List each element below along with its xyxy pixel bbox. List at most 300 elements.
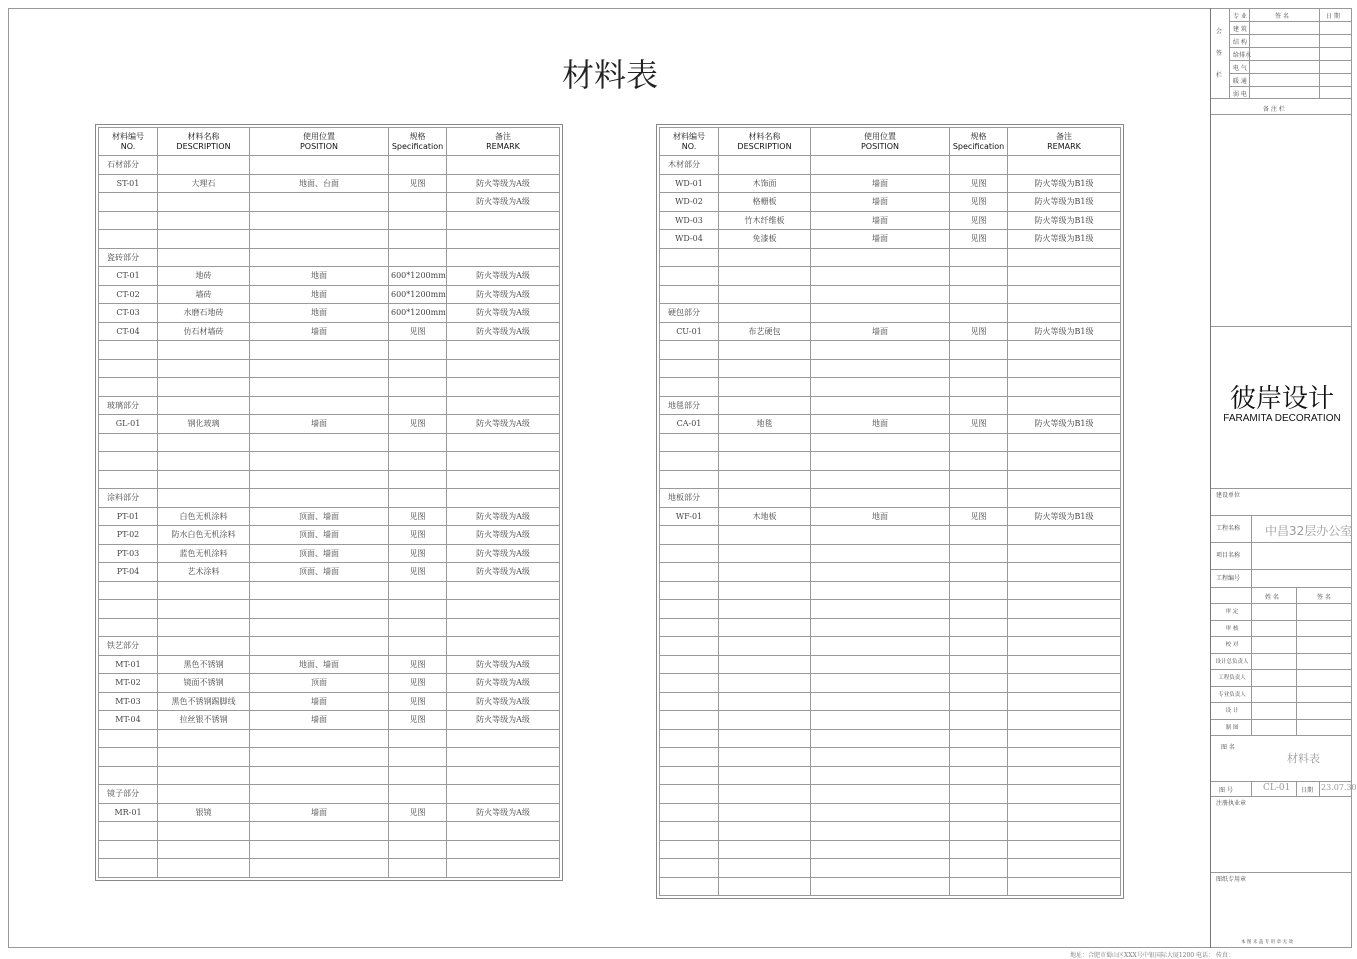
table-cell: [660, 433, 719, 452]
table-cell: 见图: [950, 174, 1008, 193]
table-row: [99, 544, 560, 563]
table-cell: [389, 156, 447, 175]
table-cell: [811, 378, 950, 397]
table-cell: MT-03: [99, 692, 158, 711]
header-cell: [719, 128, 811, 156]
remarks-label: 备 注 栏: [1263, 106, 1285, 113]
table-cell: 钢化玻璃: [158, 415, 250, 434]
role-label: 设 计: [1225, 708, 1239, 714]
table-cell: [719, 729, 811, 748]
table-row: [99, 433, 560, 452]
table-cell: [99, 581, 158, 600]
table-cell: 防火等级为B1级: [1008, 507, 1121, 526]
table-row: [660, 156, 1121, 175]
table-cell: [660, 600, 719, 619]
table-cell: [389, 766, 447, 785]
table-cell: [250, 359, 389, 378]
table-cell: [950, 803, 1008, 822]
left-material-table: [95, 124, 563, 881]
table-cell: [158, 489, 250, 508]
table-cell: 见图: [389, 803, 447, 822]
table-cell: [719, 877, 811, 896]
table-cell: [389, 452, 447, 471]
table-cell: [660, 729, 719, 748]
table-cell: 顶面: [250, 674, 389, 693]
table-cell: 见图: [389, 174, 447, 193]
countersign-label-3: 栏: [1216, 72, 1223, 79]
header-cn: 材料名称: [187, 131, 220, 141]
table-row: [660, 267, 1121, 286]
table-cell: GL-01: [99, 415, 158, 434]
header-en: Specification: [391, 141, 444, 151]
table-cell: [99, 859, 158, 878]
table-cell: 木饰面: [719, 174, 811, 193]
header-cn: 材料编号: [673, 131, 705, 141]
table-row: [660, 877, 1121, 896]
table-cell: [99, 378, 158, 397]
table-cell: [389, 341, 447, 360]
header-cell: [389, 128, 447, 156]
header-cell: [99, 128, 158, 156]
table-cell: 仿石材墙砖: [158, 322, 250, 341]
table-row: [660, 692, 1121, 711]
table-cell: [99, 748, 158, 767]
table-cell: 防火等级为A级: [447, 322, 560, 341]
table-cell: [811, 396, 950, 415]
drawing-name-label: 图 名: [1221, 744, 1235, 751]
table-cell: [811, 859, 950, 878]
table-cell: 大理石: [158, 174, 250, 193]
title-block: [1210, 8, 1357, 948]
table-cell: 防火等级为A级: [447, 544, 560, 563]
table-cell: [660, 692, 719, 711]
header-en: NO.: [120, 141, 136, 151]
table-cell: [250, 378, 389, 397]
right-material-table: [656, 124, 1124, 899]
discipline-label: 弱 电: [1233, 91, 1247, 98]
table-cell: [950, 840, 1008, 859]
header-cn: 备注: [495, 131, 511, 141]
table-cell: [950, 637, 1008, 656]
section-title: 地毯部分: [660, 396, 719, 415]
table-row: [660, 378, 1121, 397]
table-cell: [719, 526, 811, 545]
table-cell: [1008, 674, 1121, 693]
table-cell: [950, 766, 1008, 785]
discipline-label: 建 筑: [1233, 26, 1247, 33]
table-cell: [950, 489, 1008, 508]
table-cell: [811, 248, 950, 267]
table-row: [99, 489, 560, 508]
table-cell: [811, 433, 950, 452]
table-row: [660, 415, 1121, 434]
table-cell: [811, 581, 950, 600]
header-cn: 使用位置: [864, 131, 896, 141]
table-cell: [719, 470, 811, 489]
table-cell: [811, 544, 950, 563]
table-cell: 防火等级为A级: [447, 415, 560, 434]
table-cell: [447, 766, 560, 785]
table-cell: [158, 341, 250, 360]
table-row: [99, 378, 560, 397]
table-cell: [158, 729, 250, 748]
table-cell: [950, 692, 1008, 711]
table-cell: 防水白色无机涂料: [158, 526, 250, 545]
table-cell: [250, 859, 389, 878]
table-cell: [719, 618, 811, 637]
table-cell: [158, 748, 250, 767]
table-cell: [950, 359, 1008, 378]
table-cell: [99, 618, 158, 637]
table-cell: [811, 304, 950, 323]
table-row: [660, 285, 1121, 304]
table-cell: [447, 452, 560, 471]
table-cell: CT-02: [99, 285, 158, 304]
table-cell: 见图: [950, 322, 1008, 341]
table-header: [99, 128, 560, 156]
header-en: DESCRIPTION: [737, 141, 792, 151]
table-cell: [389, 840, 447, 859]
table-cell: [660, 674, 719, 693]
table-cell: [158, 581, 250, 600]
table-cell: 竹木纤维板: [719, 211, 811, 230]
table-cell: [250, 766, 389, 785]
role-label: 制 图: [1225, 724, 1239, 731]
header-en: REMARK: [1047, 141, 1081, 151]
table-cell: [447, 230, 560, 249]
table-cell: 防火等级为B1级: [1008, 415, 1121, 434]
table-cell: 见图: [950, 193, 1008, 212]
table-cell: [811, 156, 950, 175]
header-cell: [158, 128, 250, 156]
table-cell: [1008, 248, 1121, 267]
table-cell: [447, 248, 560, 267]
table-cell: [99, 766, 158, 785]
table-cell: 防火等级为A级: [447, 507, 560, 526]
table-row: [99, 322, 560, 341]
table-cell: 防火等级为B1级: [1008, 211, 1121, 230]
table-cell: [447, 341, 560, 360]
table-cell: [158, 618, 250, 637]
table-row: [99, 452, 560, 471]
table-cell: [811, 877, 950, 896]
table-cell: [660, 581, 719, 600]
table-cell: [1008, 378, 1121, 397]
table-row: [99, 415, 560, 434]
table-cell: [447, 470, 560, 489]
table-row: [660, 433, 1121, 452]
table-cell: [389, 396, 447, 415]
table-cell: 水磨石地砖: [158, 304, 250, 323]
drawing-name: 材料表: [1287, 752, 1320, 765]
table-cell: [447, 489, 560, 508]
col-discipline: 专 业: [1233, 13, 1247, 20]
discipline-label: 给排水: [1233, 52, 1252, 59]
table-cell: 防火等级为A级: [447, 692, 560, 711]
table-cell: [158, 156, 250, 175]
table-cell: [389, 748, 447, 767]
table-cell: [660, 859, 719, 878]
table-cell: [811, 600, 950, 619]
table-cell: [811, 840, 950, 859]
table-cell: [389, 859, 447, 878]
header-cell: [660, 128, 719, 156]
table-cell: [811, 711, 950, 730]
table-cell: [950, 526, 1008, 545]
table-cell: [719, 544, 811, 563]
header-cell: [1008, 128, 1121, 156]
table-cell: 600*1200mm: [389, 267, 447, 286]
countersign-label-1: 会: [1216, 28, 1223, 35]
table-cell: 顶面、墙面: [250, 563, 389, 582]
table-cell: 防火等级为A级: [447, 285, 560, 304]
table-cell: [99, 840, 158, 859]
stamp-note: 本 图 未 盖 专 用 章 无 效: [1241, 940, 1293, 945]
stamp-label: 图纸专用章: [1216, 876, 1247, 883]
table-cell: 墙面: [811, 193, 950, 212]
table-cell: [447, 581, 560, 600]
table-cell: 木地板: [719, 507, 811, 526]
table-cell: [950, 156, 1008, 175]
table-cell: [447, 785, 560, 804]
table-cell: [1008, 304, 1121, 323]
table-cell: [719, 581, 811, 600]
table-cell: [719, 156, 811, 175]
table-row: [660, 748, 1121, 767]
table-cell: [158, 785, 250, 804]
table-cell: [950, 452, 1008, 471]
table-cell: [447, 359, 560, 378]
table-row: [99, 304, 560, 323]
table-row: [99, 618, 560, 637]
header-cn: 规格: [409, 131, 426, 141]
section-title: 石材部分: [99, 156, 158, 175]
table-cell: [250, 452, 389, 471]
table-cell: [1008, 489, 1121, 508]
table-cell: [99, 211, 158, 230]
table-cell: [389, 785, 447, 804]
header-cn: 使用位置: [303, 131, 335, 141]
table-row: [99, 563, 560, 582]
table-row: [660, 655, 1121, 674]
footer-address: 地址：合肥市蜀山区XXX号中银国际大厦1200 电话： 传真：: [1070, 952, 1234, 959]
header-cn: 材料编号: [112, 131, 144, 141]
header-en: NO.: [681, 141, 697, 151]
table-cell: MT-02: [99, 674, 158, 693]
table-cell: [950, 674, 1008, 693]
table-cell: [950, 544, 1008, 563]
table-cell: [1008, 156, 1121, 175]
table-cell: [950, 618, 1008, 637]
table-cell: 防火等级为A级: [447, 711, 560, 730]
table-cell: [389, 378, 447, 397]
table-cell: [811, 748, 950, 767]
table-cell: [660, 452, 719, 471]
table-cell: [950, 748, 1008, 767]
table-cell: [158, 452, 250, 471]
table-cell: [99, 359, 158, 378]
header-en: DESCRIPTION: [176, 141, 231, 151]
table-cell: 墙面: [811, 174, 950, 193]
table-cell: [99, 230, 158, 249]
table-cell: 镜面不锈钢: [158, 674, 250, 693]
table-cell: 见图: [389, 507, 447, 526]
table-cell: 防火等级为A级: [447, 267, 560, 286]
table-cell: WD-03: [660, 211, 719, 230]
table-cell: [250, 489, 389, 508]
table-cell: [389, 470, 447, 489]
table-cell: ST-01: [99, 174, 158, 193]
table-cell: [158, 211, 250, 230]
table-cell: [950, 785, 1008, 804]
table-cell: [158, 470, 250, 489]
section-title: 地板部分: [660, 489, 719, 508]
col-signature: 签 名: [1275, 13, 1289, 20]
section-title: 镜子部分: [99, 785, 158, 804]
table-cell: [660, 285, 719, 304]
table-cell: [1008, 877, 1121, 896]
table-cell: [389, 729, 447, 748]
header-en: POSITION: [860, 141, 900, 151]
table-cell: [158, 230, 250, 249]
drawing-no: CL-01: [1263, 783, 1291, 793]
table-cell: 防火等级为B1级: [1008, 230, 1121, 249]
table-cell: MT-04: [99, 711, 158, 730]
table-row: [99, 526, 560, 545]
table-cell: 顶面、墙面: [250, 544, 389, 563]
table-row: [660, 526, 1121, 545]
table-cell: PT-02: [99, 526, 158, 545]
table-cell: [1008, 359, 1121, 378]
table-cell: [811, 267, 950, 286]
table-cell: [1008, 822, 1121, 841]
header-cell: [811, 128, 950, 156]
table-row: [660, 859, 1121, 878]
table-cell: [158, 248, 250, 267]
table-cell: [950, 877, 1008, 896]
table-cell: [719, 785, 811, 804]
table-cell: [811, 285, 950, 304]
table-row: [99, 341, 560, 360]
table-cell: 见图: [950, 415, 1008, 434]
table-row: [99, 156, 560, 175]
table-cell: [250, 618, 389, 637]
table-cell: [389, 211, 447, 230]
table-cell: 见图: [389, 563, 447, 582]
table-cell: [719, 859, 811, 878]
table-cell: [719, 840, 811, 859]
table-cell: [250, 748, 389, 767]
role-label: 校 对: [1225, 642, 1239, 648]
table-cell: WD-01: [660, 174, 719, 193]
table-row: [660, 470, 1121, 489]
table-cell: [719, 341, 811, 360]
table-cell: [811, 470, 950, 489]
header-cell: [250, 128, 389, 156]
table-cell: [158, 193, 250, 212]
role-label: 专业负责人: [1218, 691, 1246, 698]
table-cell: [660, 711, 719, 730]
table-row: [660, 729, 1121, 748]
table-cell: [447, 637, 560, 656]
table-cell: [250, 729, 389, 748]
table-cell: [811, 452, 950, 471]
table-cell: 地面: [250, 267, 389, 286]
table-row: [660, 489, 1121, 508]
table-cell: [1008, 840, 1121, 859]
table-cell: [719, 378, 811, 397]
table-cell: 见图: [389, 655, 447, 674]
table-row: [99, 803, 560, 822]
table-cell: [1008, 581, 1121, 600]
table-cell: [1008, 655, 1121, 674]
table-cell: [1008, 600, 1121, 619]
table-cell: 墙面: [250, 803, 389, 822]
table-cell: 墙面: [250, 692, 389, 711]
table-row: [660, 341, 1121, 360]
table-cell: 防火等级为A级: [447, 304, 560, 323]
table-cell: [660, 470, 719, 489]
table-cell: [99, 341, 158, 360]
table-cell: [950, 822, 1008, 841]
table-cell: [950, 859, 1008, 878]
table-cell: [1008, 803, 1121, 822]
table-row: [660, 544, 1121, 563]
col-sign: 签 名: [1317, 594, 1331, 601]
table-cell: 见图: [950, 507, 1008, 526]
item-label: 项目名称: [1216, 552, 1241, 559]
table-row: [99, 285, 560, 304]
table-cell: [660, 840, 719, 859]
table-cell: 墙面: [250, 415, 389, 434]
table-cell: [950, 304, 1008, 323]
table-row: [660, 563, 1121, 582]
table-row: [99, 674, 560, 693]
table-cell: [660, 563, 719, 582]
seal-label: 注册执业章: [1216, 800, 1247, 807]
table-cell: [1008, 748, 1121, 767]
table-cell: [719, 655, 811, 674]
table-cell: [719, 748, 811, 767]
table-cell: [389, 822, 447, 841]
table-row: [99, 692, 560, 711]
table-cell: [250, 211, 389, 230]
table-cell: [719, 359, 811, 378]
table-cell: [950, 396, 1008, 415]
table-row: [660, 822, 1121, 841]
table-cell: [99, 452, 158, 471]
table-cell: [660, 766, 719, 785]
table-cell: [99, 193, 158, 212]
table-cell: [250, 581, 389, 600]
table-cell: [389, 248, 447, 267]
role-label: 审 核: [1225, 625, 1239, 632]
table-cell: CT-01: [99, 267, 158, 286]
table-cell: 防火等级为A级: [447, 563, 560, 582]
table-cell: [158, 637, 250, 656]
table-row: [99, 507, 560, 526]
client-label: 建设单位: [1216, 492, 1241, 499]
table-cell: 地面、墙面: [250, 655, 389, 674]
table-cell: MT-01: [99, 655, 158, 674]
table-cell: 蓝色无机涂料: [158, 544, 250, 563]
table-cell: [660, 785, 719, 804]
table-cell: [389, 637, 447, 656]
table-cell: [719, 396, 811, 415]
table-cell: [99, 729, 158, 748]
discipline-label: 电 气: [1233, 65, 1247, 72]
table-cell: [447, 378, 560, 397]
